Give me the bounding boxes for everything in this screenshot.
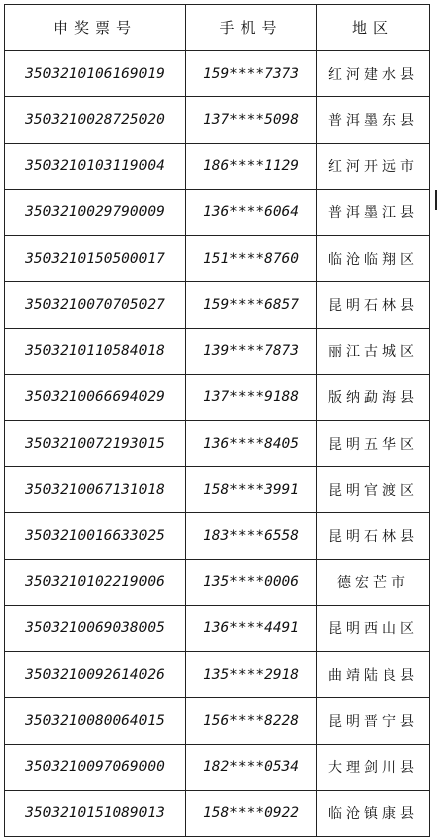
region-cell: 昆明晋宁县 [317,698,430,744]
phone-number-cell: 136****4491 [186,605,317,651]
phone-number-cell: 186****1129 [186,143,317,189]
phone-number-cell: 136****6064 [186,189,317,235]
header-phone-number: 手机号 [186,5,317,51]
region-cell: 临沧镇康县 [317,790,430,836]
table-row [5,790,430,836]
region-cell: 昆明五华区 [317,420,430,466]
table-row [5,374,430,420]
ticket-number-cell: 3503210106169019 [5,51,186,97]
ticket-number-cell: 3503210150500017 [5,236,186,282]
region-cell: 昆明石林县 [317,282,430,328]
phone-number-cell: 158****0922 [186,790,317,836]
ticket-number-cell: 3503210070705027 [5,282,186,328]
region-cell: 昆明西山区 [317,605,430,651]
table-row [5,467,430,513]
table-row [5,513,430,559]
ticket-number-cell: 3503210110584018 [5,328,186,374]
phone-number-cell: 137****5098 [186,97,317,143]
phone-number-cell: 159****7373 [186,51,317,97]
table-row [5,282,430,328]
region-cell: 德宏芒市 [317,559,430,605]
phone-number-cell: 136****8405 [186,420,317,466]
region-cell: 普洱墨东县 [317,97,430,143]
region-cell: 丽江古城区 [317,328,430,374]
phone-number-cell: 151****8760 [186,236,317,282]
table-row [5,605,430,651]
phone-number-cell: 158****3991 [186,467,317,513]
ticket-number-cell: 3503210151089013 [5,790,186,836]
region-cell: 昆明石林县 [317,513,430,559]
table-row [5,51,430,97]
ticket-number-cell: 3503210102219006 [5,559,186,605]
ticket-number-cell: 3503210029790009 [5,189,186,235]
table-row [5,698,430,744]
table-row [5,143,430,189]
table-row [5,559,430,605]
phone-number-cell: 159****6857 [186,282,317,328]
phone-number-cell: 135****2918 [186,652,317,698]
region-cell: 大理剑川县 [317,744,430,790]
table-row [5,744,430,790]
ticket-number-cell: 3503210067131018 [5,467,186,513]
ticket-number-cell: 3503210028725020 [5,97,186,143]
phone-number-cell: 139****7873 [186,328,317,374]
ticket-number-cell: 3503210066694029 [5,374,186,420]
region-cell: 红河建水县 [317,51,430,97]
winners-table [4,4,430,837]
table-row [5,420,430,466]
phone-number-cell: 137****9188 [186,374,317,420]
table-row [5,652,430,698]
phone-number-cell: 135****0006 [186,559,317,605]
phone-number-cell: 156****8228 [186,698,317,744]
region-cell: 普洱墨江县 [317,189,430,235]
text-cursor [435,190,437,210]
header-region: 地区 [317,5,430,51]
table-row [5,236,430,282]
phone-number-cell: 182****0534 [186,744,317,790]
table-row [5,189,430,235]
region-cell: 昆明官渡区 [317,467,430,513]
header-row [5,5,430,51]
region-cell: 曲靖陆良县 [317,652,430,698]
phone-number-cell: 183****6558 [186,513,317,559]
region-cell: 临沧临翔区 [317,236,430,282]
ticket-number-cell: 3503210016633025 [5,513,186,559]
ticket-number-cell: 3503210069038005 [5,605,186,651]
ticket-number-cell: 3503210103119004 [5,143,186,189]
ticket-number-cell: 3503210080064015 [5,698,186,744]
table-row [5,328,430,374]
region-cell: 版纳勐海县 [317,374,430,420]
table-row [5,97,430,143]
region-cell: 红河开远市 [317,143,430,189]
ticket-number-cell: 3503210072193015 [5,420,186,466]
header-ticket-number: 申奖票号 [5,5,186,51]
ticket-number-cell: 3503210097069000 [5,744,186,790]
ticket-number-cell: 3503210092614026 [5,652,186,698]
